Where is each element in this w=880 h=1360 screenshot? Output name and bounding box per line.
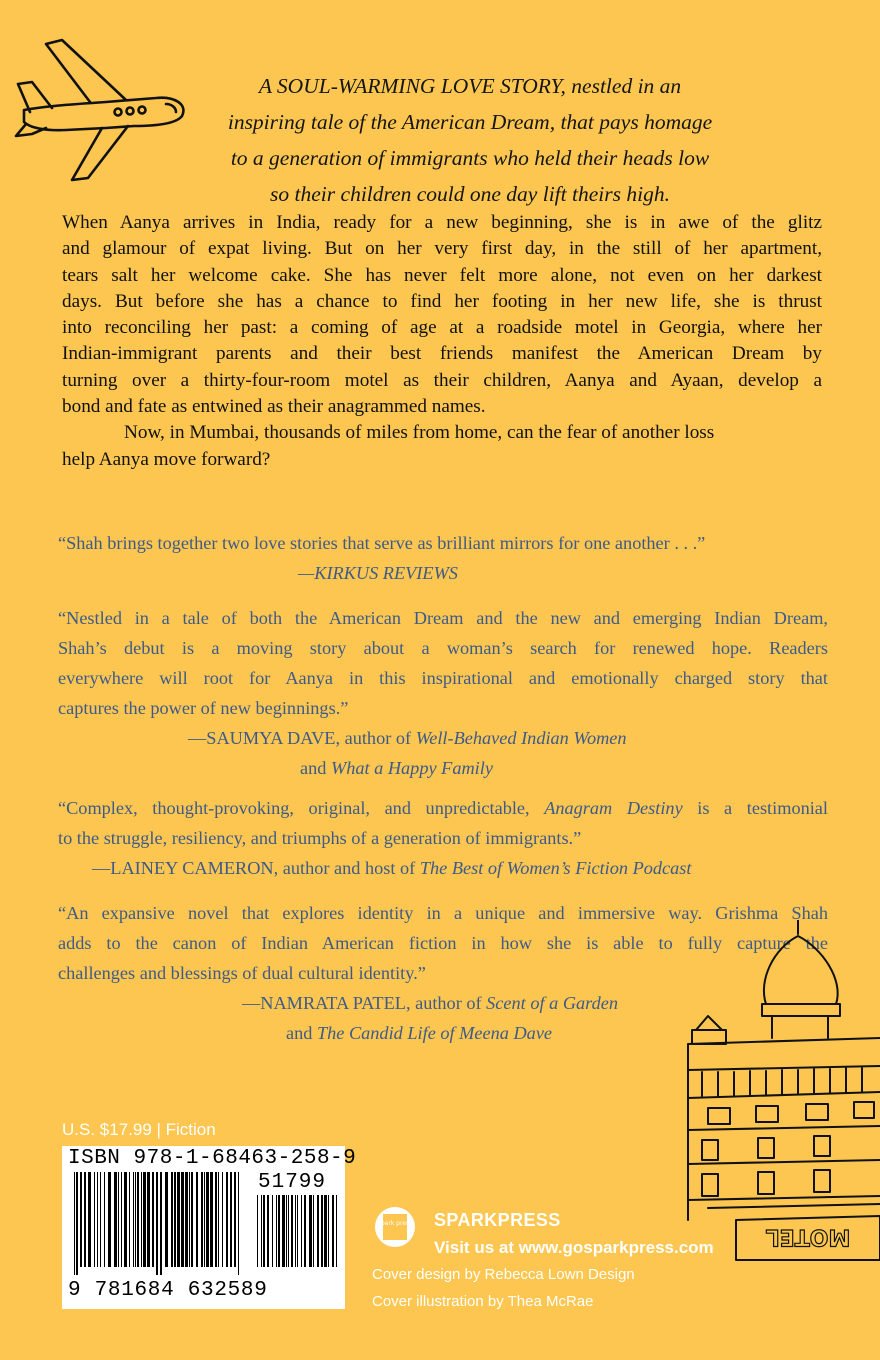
attribution-author: —SAUMYA DAVE, author of [188, 728, 416, 748]
quote-line: “An expansive novel that explores identity in a unique and immersive way. Grishma Shah [58, 903, 828, 923]
barcode-bar [336, 1195, 337, 1267]
barcode-bar [165, 1172, 168, 1267]
barcode-bar [147, 1172, 150, 1267]
barcode-price-code: 51799 [258, 1171, 327, 1194]
quote-text: “Complex, thought-provoking, original, and unpredictable, [58, 798, 545, 818]
quote-attribution: —KIRKUS REVIEWS [298, 563, 458, 583]
barcode-bar [74, 1172, 75, 1275]
barcode-bar [234, 1172, 236, 1267]
barcode-bar [181, 1172, 184, 1267]
barcode-bar [272, 1195, 273, 1267]
barcode-bar [94, 1172, 95, 1267]
motel-building-illustration-icon [678, 920, 880, 1280]
synopsis-line: help Aanya move forward? [62, 448, 271, 470]
barcode-bar [206, 1172, 209, 1267]
barcode-bar [135, 1172, 136, 1267]
barcode-bar [88, 1172, 91, 1267]
barcode-bar [124, 1172, 127, 1267]
quote-line: everywhere will root for Aanya in this inspirational and emotionally charged story that [58, 668, 828, 688]
barcode-bar [80, 1172, 82, 1267]
barcode-bar [261, 1195, 262, 1267]
sparkpress-logo-icon [374, 1206, 416, 1248]
barcode-bar [215, 1172, 217, 1267]
barcode-bar [288, 1195, 289, 1267]
synopsis-line: turning over a thirty-four-room motel as their children, Aanya and Ayaan, develop a [62, 369, 822, 391]
quote-line: captures the power of new beginnings.” [58, 698, 349, 718]
tagline [150, 68, 790, 212]
barcode-bar [278, 1195, 280, 1267]
barcode-bar [301, 1195, 302, 1267]
quote-line: “Nestled in a tale of both the American Dream and the new and emerging Indian Dream, [58, 608, 828, 628]
barcode-bar [114, 1172, 117, 1267]
barcode-bar [291, 1195, 293, 1267]
quote-book-title: Anagram Destiny [544, 798, 683, 818]
barcode-bar [177, 1172, 180, 1267]
barcode-bar [267, 1195, 269, 1267]
barcode-bar [263, 1195, 265, 1267]
tagline-line-4: so their children could one day lift theirs high. [270, 182, 670, 206]
barcode-digits: 9 781684 632589 [68, 1279, 268, 1302]
barcode-bar [129, 1172, 130, 1267]
barcode-bar [171, 1172, 173, 1267]
barcode-bar [328, 1195, 329, 1267]
barcode-bars-addon [257, 1195, 341, 1275]
synopsis-line: Now, in Mumbai, thousands of miles from home, can the fear of another loss [124, 422, 715, 444]
synopsis-line: bond and fate as entwined as their anagrammed names. [62, 396, 486, 418]
barcode-bar [201, 1172, 203, 1267]
quote-attribution [58, 853, 828, 883]
barcode-bar [118, 1172, 119, 1267]
barcode-bar [76, 1172, 78, 1275]
barcode-bar [210, 1172, 213, 1267]
barcode-bar [108, 1172, 111, 1267]
isbn-number: ISBN 978-1-68463-258-9 [68, 1147, 357, 1170]
barcode-bar [152, 1172, 154, 1267]
attribution-author: —LAINEY CAMERON, author and host of [92, 858, 420, 878]
barcode-bar [84, 1172, 86, 1267]
barcode-bar [321, 1195, 323, 1267]
barcode-bars-main [74, 1172, 242, 1275]
barcode-bar [104, 1172, 105, 1267]
tagline-line-1 [150, 68, 790, 104]
quote-line: challenges and blessings of dual cultural identity.” [58, 963, 426, 983]
synopsis-paragraph-1 [62, 210, 822, 420]
attribution-book-title: What a Happy Family [330, 758, 493, 778]
quote-line: Shah’s debut is a moving story about a woman’s search for renewed hope. Readers [58, 638, 828, 658]
attribution-book-title: The Candid Life of Meena Dave [316, 1023, 553, 1043]
publisher-website: Visit us at www.gosparkpress.com [434, 1238, 714, 1257]
barcode-bar [191, 1172, 193, 1267]
barcode-bar [317, 1195, 319, 1267]
barcode-bar [160, 1172, 162, 1275]
barcode-bar [222, 1172, 223, 1267]
review-quote-lainey-cameron [58, 793, 828, 883]
publisher-name: SPARKPRESS [434, 1210, 561, 1230]
logo-badge-text: spark press [377, 1220, 413, 1227]
cover-illustration-credit: Cover illustration by Thea McRae [372, 1293, 594, 1310]
review-quote-kirkus [58, 528, 828, 588]
attribution-book-title: Scent of a Garden [486, 993, 618, 1013]
barcode-bar [304, 1195, 306, 1267]
barcode-bar [226, 1172, 228, 1267]
barcode-bar [257, 1195, 258, 1267]
barcode-bar [141, 1172, 142, 1267]
barcode-bar [297, 1195, 298, 1267]
synopsis-paragraph-2 [62, 420, 822, 473]
barcode-bar [121, 1172, 122, 1267]
barcode-bar [324, 1195, 327, 1267]
tagline-line-3: to a generation of immigrants who held their heads low [230, 146, 710, 170]
attribution-book-title: Well-Behaved Indian Women [415, 728, 627, 748]
barcode-bar [100, 1172, 101, 1267]
synopsis-line: days. But before she has a chance to find her footing in her new life, she is thrust [62, 290, 822, 312]
barcode-bar [156, 1172, 158, 1275]
quote-attribution-cont [58, 753, 828, 783]
cover-design-credit: Cover design by Rebecca Lown Design [372, 1266, 635, 1283]
barcode-bar [143, 1172, 146, 1267]
barcode-bar [295, 1195, 296, 1267]
synopsis-line: When Aanya arrives in India, ready for a new beginning, she is in awe of the glitz [62, 212, 822, 233]
synopsis-line: tears salt her welcome cake. She has never felt more alone, not even on her darkest [62, 264, 822, 286]
synopsis [62, 210, 822, 473]
barcode-bar [238, 1172, 239, 1275]
barcode-bar [185, 1172, 188, 1267]
barcode-bar [174, 1172, 176, 1267]
quote-line [58, 793, 828, 823]
barcode-bar [309, 1195, 312, 1267]
quote-line: to the struggle, resiliency, and triumphs of a generation of immigrants.” [58, 828, 582, 848]
barcode-bar [218, 1172, 219, 1267]
barcode-bar [196, 1172, 198, 1267]
barcode-bar [332, 1195, 334, 1267]
attribution-podcast-title: The Best of Women’s Fiction Podcast [419, 858, 692, 878]
tagline-line-1-rest: nestled in an [565, 74, 682, 98]
tagline-lead: A SOUL-WARMING LOVE STORY, [258, 74, 566, 98]
synopsis-line: and glamour of expat living. But on her very first day, in the still of her apartment, [62, 238, 822, 260]
quote-text: “Shah brings together two love stories that serve as brilliant mirrors for one another . . .” [58, 533, 706, 553]
attribution-and: and [300, 758, 331, 778]
quote-line: adds to the canon of Indian American fiction in how she is able to fully capture the [58, 933, 828, 953]
barcode-bar [137, 1172, 139, 1267]
barcode-bar [204, 1172, 205, 1267]
quote-text: is a testimonial [682, 798, 828, 818]
attribution-author: —NAMRATA PATEL, author of [242, 993, 487, 1013]
barcode-bar [282, 1195, 285, 1267]
attribution-and: and [286, 1023, 317, 1043]
synopsis-line: into reconciling her past: a coming of age at a roadside motel in Georgia, where her [62, 317, 822, 339]
motel-sign: MOTEL [765, 1224, 851, 1249]
barcode-bar [313, 1195, 314, 1267]
review-quote-saumya-dave [58, 603, 828, 783]
barcode-bar [286, 1195, 287, 1267]
tagline-line-2: inspiring tale of the American Dream, that pays homage [227, 110, 713, 134]
quote-attribution [58, 723, 828, 753]
barcode-bar [133, 1172, 134, 1267]
barcode-bar [97, 1172, 98, 1267]
barcode-bar [276, 1195, 277, 1267]
synopsis-line: Indian-immigrant parents and their best friends manifest the American Dream by [62, 343, 822, 365]
barcode-bar [230, 1172, 232, 1267]
barcode-bar [189, 1172, 190, 1267]
price-label: U.S. $17.99 | Fiction [62, 1120, 216, 1139]
